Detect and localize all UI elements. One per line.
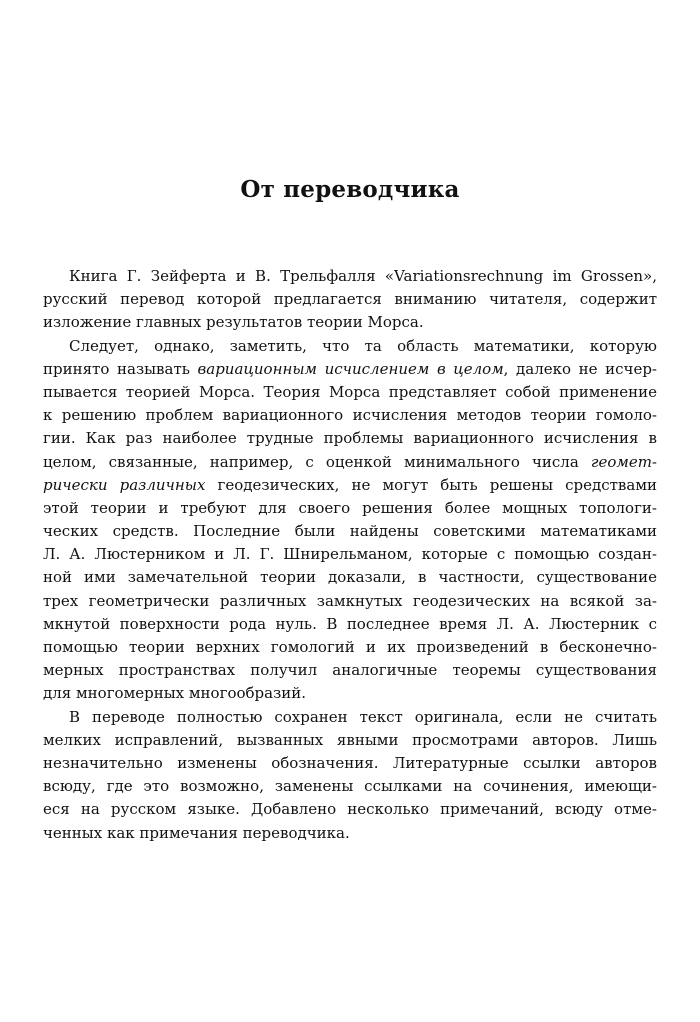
text-line: всюду, где это возможно, заменены ссылками на сочинения, имеющи- (43, 777, 657, 796)
text-line: этой теории и требуют для своего решения более мощных топологи- (43, 498, 657, 517)
body-text (43, 265, 657, 845)
text-line: ченных как примечания переводчика. (43, 823, 350, 842)
text-line: еся на русском языке. Добавлено несколько примечаний, всюду отме- (43, 800, 657, 819)
text-line: ческих средств. Последние были найдены советскими математиками (43, 522, 657, 541)
text-line-with-italic: принято называть вариационным исчислением в целом, далеко не исчер- (43, 359, 657, 378)
text-line-with-italic: рически различных геодезических, не могут быть решены средствами (43, 475, 657, 494)
italic-term: рически различных (43, 475, 206, 494)
text-line: для многомерных многообразий. (43, 684, 307, 703)
text-line: пывается теорией Морса. Теория Морса представляет собой применение (43, 382, 657, 401)
italic-term: геомет- (590, 452, 657, 471)
paragraph-2 (43, 335, 657, 706)
text-line: мелких исправлений, вызванных явными просмотрами авторов. Лишь (43, 730, 657, 749)
paragraph-1 (43, 265, 657, 335)
paragraph-3 (43, 706, 657, 845)
text-line-with-italic: целом, связанные, например, с оценкой минимального числа геомет- (43, 452, 657, 471)
text-line: мкнутой поверхности рода нуль. В последнее время Л. А. Люстерник с (43, 614, 657, 633)
text-line: к решению проблем вариационного исчисления методов теории гомоло- (43, 406, 657, 425)
italic-term: вариационным исчислением в целом (197, 359, 504, 378)
text-line: помощью теории верхних гомологий и их произведений в бесконечно- (43, 638, 657, 656)
text-line: незначительно изменены обозначения. Литературные ссылки авторов (43, 753, 657, 772)
text-line: мерных пространствах получил аналогичные теоремы существования (43, 661, 657, 680)
page-title: От переводчика (240, 176, 460, 203)
text-line: Книга Г. Зейферта и В. Трельфалля «Variationsrechnung im Grossen», (69, 267, 657, 285)
text-line: Л. А. Люстерником и Л. Г. Шнирельманом, которые с помощью создан- (43, 545, 657, 564)
text-line: гии. Как раз наиболее трудные проблемы вариационного исчисления в (43, 429, 657, 448)
text-line: Следует, однако, заметить, что та область математики, которую (69, 336, 657, 355)
text-line: изложение главных результатов теории Морса. (43, 313, 424, 332)
text-line: трех геометрически различных замкнутых геодезических на всякой за- (43, 591, 657, 610)
text-line: ной ими замечательной теории доказали, в частности, существование (43, 568, 657, 587)
text-line: русский перевод которой предлагается вниманию читателя, содержит (43, 290, 657, 309)
text-line: В переводе полностью сохранен текст оригинала, если не считать (69, 707, 657, 726)
